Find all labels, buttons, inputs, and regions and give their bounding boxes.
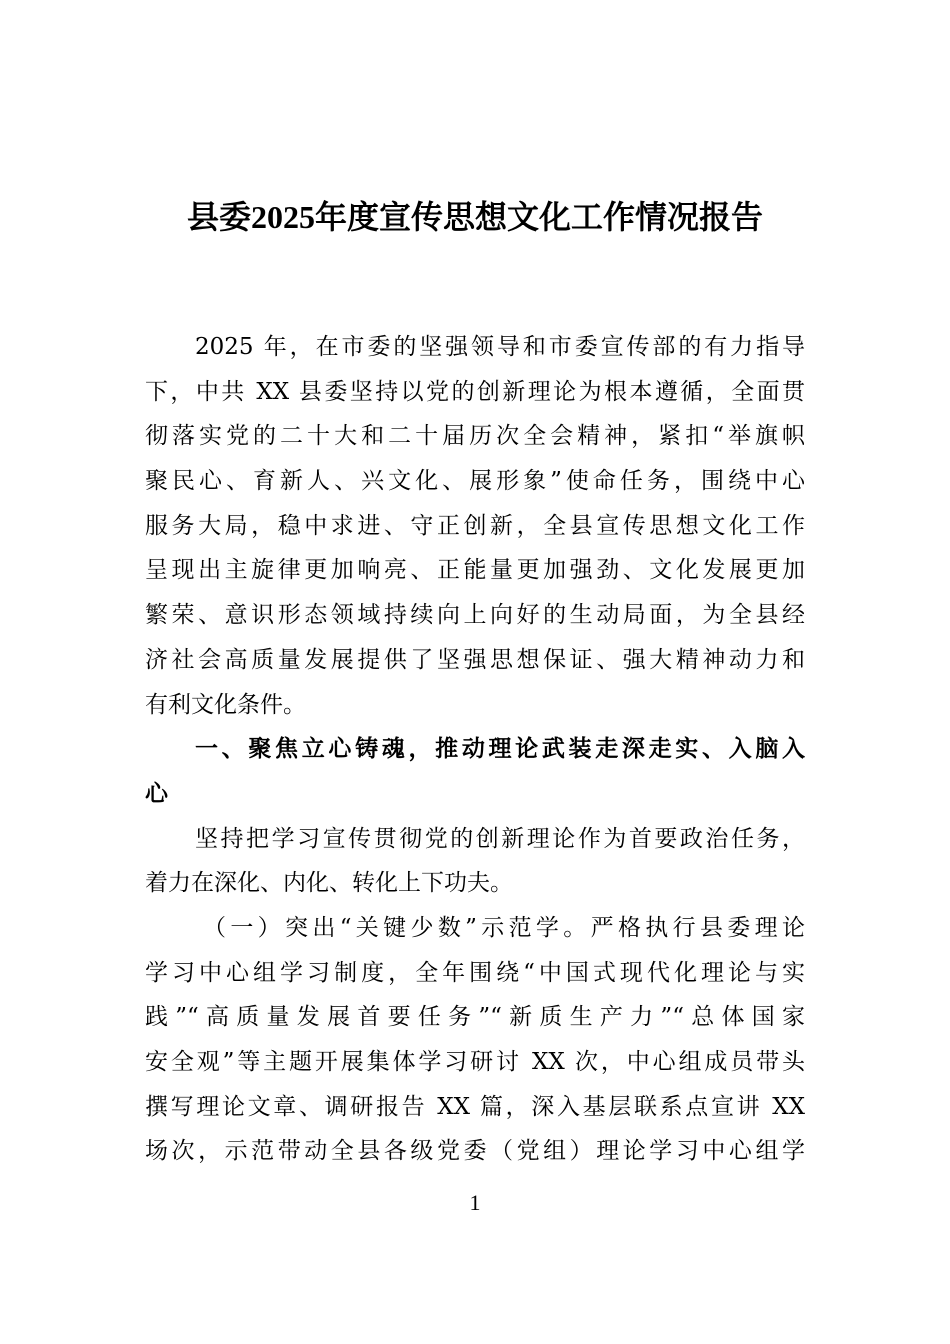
- paragraph-subsection-1: [145, 906, 805, 1174]
- text-line: 彻落实党的二十大和二十届历次全会精神，紧扣“举旗帜: [145, 423, 805, 450]
- heading-line: 一、聚焦立心铸魂，推动理论武装走深走实、入脑入: [195, 736, 805, 763]
- document-title: 县委2025年度宣传思想文化工作情况报告: [186, 199, 763, 235]
- text-line: 呈现出主旋律更加响亮、正能量更加强劲、文化发展更加: [145, 557, 805, 584]
- text-line: 服务大局，稳中求进、守正创新，全县宣传思想文化工作: [145, 512, 805, 539]
- text-line: 场次，示范带动全县各级党委（党组）理论学习中心组学: [145, 1138, 805, 1165]
- text-line: 安全观”等主题开展集体学习研讨 XX 次，中心组成员带头: [145, 1049, 805, 1075]
- text-line: 有利文化条件。: [145, 691, 306, 718]
- section-heading-1: [145, 727, 805, 816]
- text-line: 学习中心组学习制度，全年围绕“中国式现代化理论与实: [145, 959, 805, 986]
- text-line: 聚民心、育新人、兴文化、展形象”使命任务，围绕中心: [145, 468, 805, 495]
- paragraph-intro: [145, 325, 805, 727]
- document-body: [145, 325, 805, 1174]
- text-line: 繁荣、意识形态领域持续向上向好的生动局面，为全县经: [145, 602, 805, 629]
- text-line: 济社会高质量发展提供了坚强思想保证、强大精神动力和: [145, 646, 805, 673]
- text-line: 践”“高质量发展首要任务”“新质生产力”“总体国家: [145, 1004, 805, 1031]
- text-line: 着力在深化、内化、转化上下功夫。: [145, 870, 513, 897]
- heading-line: 心: [145, 780, 168, 807]
- text-line: 撰写理论文章、调研报告 XX 篇，深入基层联系点宣讲 XX: [145, 1093, 805, 1120]
- text-line: 2025 年，在市委的坚强领导和市委宣传部的有力指导: [195, 334, 805, 360]
- text-line: （一）突出“关键少数”示范学。严格执行县委理论: [203, 914, 805, 941]
- paragraph-section-intro: [145, 817, 805, 906]
- text-line: 下，中共 XX 县委坚持以党的创新理论为根本遵循，全面贯: [145, 378, 805, 405]
- page-number: 1: [469, 1190, 481, 1215]
- text-line: 坚持把学习宣传贯彻党的创新理论作为首要政治任务，: [195, 825, 805, 852]
